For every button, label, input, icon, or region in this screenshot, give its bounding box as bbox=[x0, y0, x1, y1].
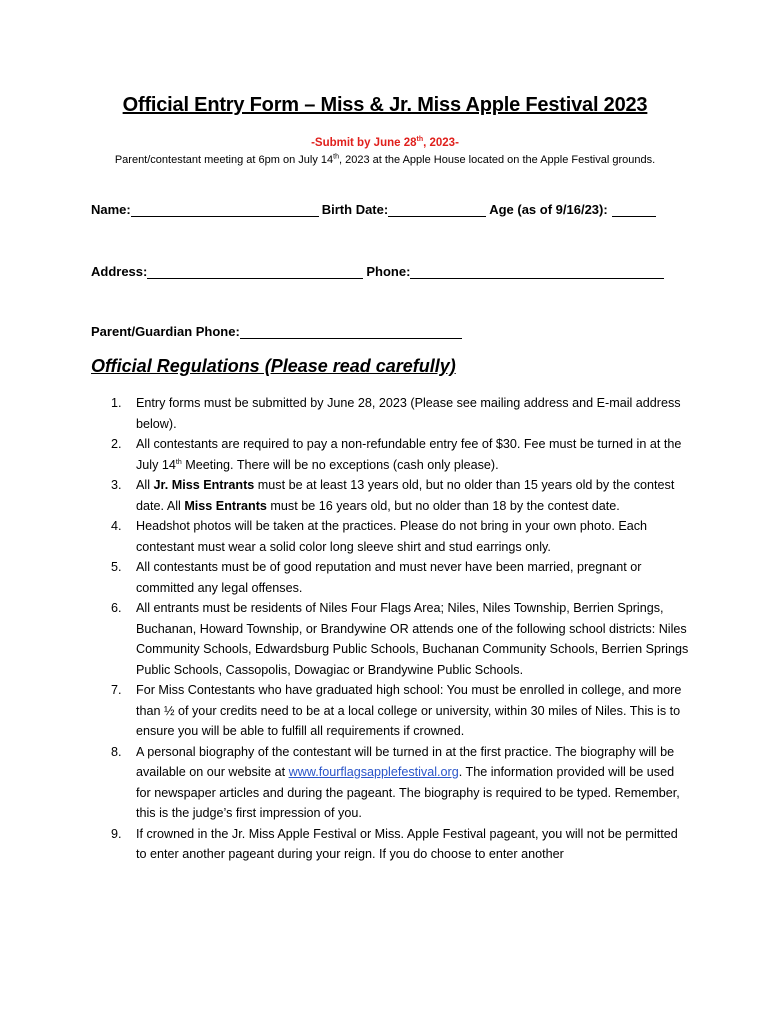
regulations-list bbox=[91, 393, 691, 865]
list-item: 2. All contestants are required to pay a non-refundable entry fee of $30. Fee must be turned in at the July 14th Meeting. There will be no exceptions (cash only please). bbox=[111, 437, 682, 472]
name-label: Name: bbox=[91, 202, 131, 217]
list-item: 1. Entry forms must be submitted by June 28, 2023 (Please see mailing address and E-mail address below). bbox=[111, 396, 681, 431]
page-title: Official Entry Form – Miss & Jr. Miss Apple Festival 2023 bbox=[122, 94, 648, 116]
phone-field[interactable] bbox=[410, 266, 664, 279]
regulations-heading: Official Regulations (Please read carefully) bbox=[91, 356, 456, 376]
meeting-notice: Parent/contestant meeting at 6pm on July 14th, 2023 at the Apple House located on the Apple Festival grounds. bbox=[114, 153, 656, 166]
guardian-phone-row bbox=[91, 324, 465, 339]
name-field[interactable] bbox=[131, 204, 319, 217]
guardian-phone-field[interactable] bbox=[240, 326, 462, 339]
birth-date-field[interactable] bbox=[388, 204, 486, 217]
address-row bbox=[91, 264, 667, 279]
name-row bbox=[91, 202, 659, 217]
submit-deadline: -Submit by June 28th, 2023- bbox=[311, 136, 459, 149]
age-label: Age (as of 9/16/23): bbox=[489, 202, 608, 217]
address-label: Address: bbox=[91, 264, 148, 279]
list-item: 3. All Jr. Miss Entrants must be at least 13 years old, but no older than 15 years old by the contest date. All Miss Entrants must be 16 years old, but no older than 18 by the contest date. bbox=[111, 478, 675, 513]
age-field[interactable] bbox=[612, 204, 656, 217]
list-item: 8. A personal biography of the contestant will be turned in at the first practice. The biography will be available on our website at www.fourflagsapplefestival.org. The information provided will be used for newspaper articles and during the pageant. The biography is required to be typed. Remember, this is the judge’s first impression of you. bbox=[111, 744, 680, 820]
website-link[interactable]: www.fourflagsapplefestival.org bbox=[288, 765, 459, 779]
list-item: 4. Headshot photos will be taken at the practices. Please do not bring in your own photo. Each contestant must wear a solid color long sleeve shirt and stud earrings only. bbox=[111, 519, 648, 554]
phone-label: Phone: bbox=[366, 264, 411, 279]
guardian-phone-label: Parent/Guardian Phone: bbox=[91, 324, 240, 339]
list-item: 5. All contestants must be of good reputation and must never have been married, pregnant or committed any legal offenses. bbox=[111, 560, 642, 595]
list-item: 7. For Miss Contestants who have graduated high school: You must be enrolled in college, and more than ½ of your credits need to be at a local college or university, within 30 miles of Niles. This is to ensure you will be able to fulfill all requirements if crowned. bbox=[111, 683, 682, 738]
list-item: 9. If crowned in the Jr. Miss Apple Festival or Miss. Apple Festival pageant, you will not be permitted to enter another pageant during your reign. If you do choose to enter another bbox=[111, 826, 678, 861]
address-field[interactable] bbox=[147, 266, 363, 279]
list-item: 6. All entrants must be residents of Niles Four Flags Area; Niles, Niles Township, Berrien Springs, Buchanan, Howard Township, or Brandywine OR attends one of the following school districts: Niles Community Schools, Edwardsburg Public Schools, Buchanan Community Schools, Berrien Springs Public Schools, Cassopolis, Dowagiac or Brandywine Public Schools. bbox=[111, 601, 689, 677]
birth-date-label: Birth Date: bbox=[321, 202, 389, 217]
